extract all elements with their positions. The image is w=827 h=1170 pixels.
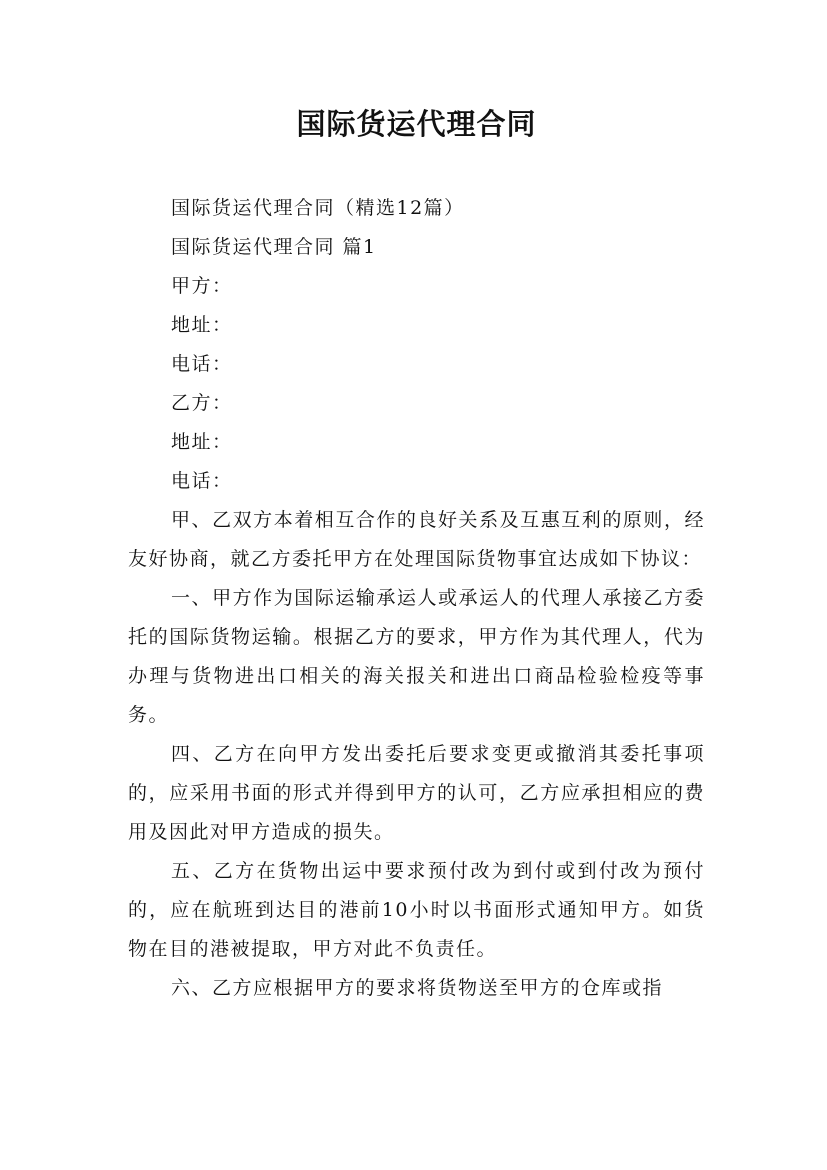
party-a-address-label: 地址： [171, 314, 233, 336]
preamble-paragraph: 甲、乙双方本着相互合作的良好关系及互惠互利的原则，经友好协商，就乙方委托甲方在处理国际货物事宜达成如下协议： [128, 509, 705, 570]
party-b-phone-label: 电话： [171, 470, 233, 492]
document-body [128, 189, 705, 1008]
party-a-label: 甲方： [171, 275, 233, 297]
clause-4-paragraph: 四、乙方在向甲方发出委托后要求变更或撤消其委托事项的，应采用书面的形式并得到甲方的认可，乙方应承担相应的费用及因此对甲方造成的损失。 [128, 743, 705, 843]
clause-1-paragraph: 一、甲方作为国际运输承运人或承运人的代理人承接乙方委托的国际货物运输。根据乙方的要求，甲方作为其代理人，代为办理与货物进出口相关的海关报关和进出口商品检验检疫等事务。 [128, 587, 705, 726]
clause-5-paragraph: 五、乙方在货物出运中要求预付改为到付或到付改为预付的，应在航班到达目的港前10小时以书面形式通知甲方。如货物在目的港被提取，甲方对此不负责任。 [128, 860, 705, 960]
document-title: 国际货运代理合同 [296, 107, 537, 141]
subtitle-line: 国际货运代理合同（精选12篇） [171, 197, 465, 219]
party-a-phone-label: 电话： [171, 353, 233, 375]
clause-6-paragraph: 六、乙方应根据甲方的要求将货物送至甲方的仓库或指 [171, 977, 664, 999]
section-heading: 国际货运代理合同 篇1 [171, 236, 377, 258]
party-b-label: 乙方： [171, 392, 233, 414]
party-b-address-label: 地址： [171, 431, 233, 453]
